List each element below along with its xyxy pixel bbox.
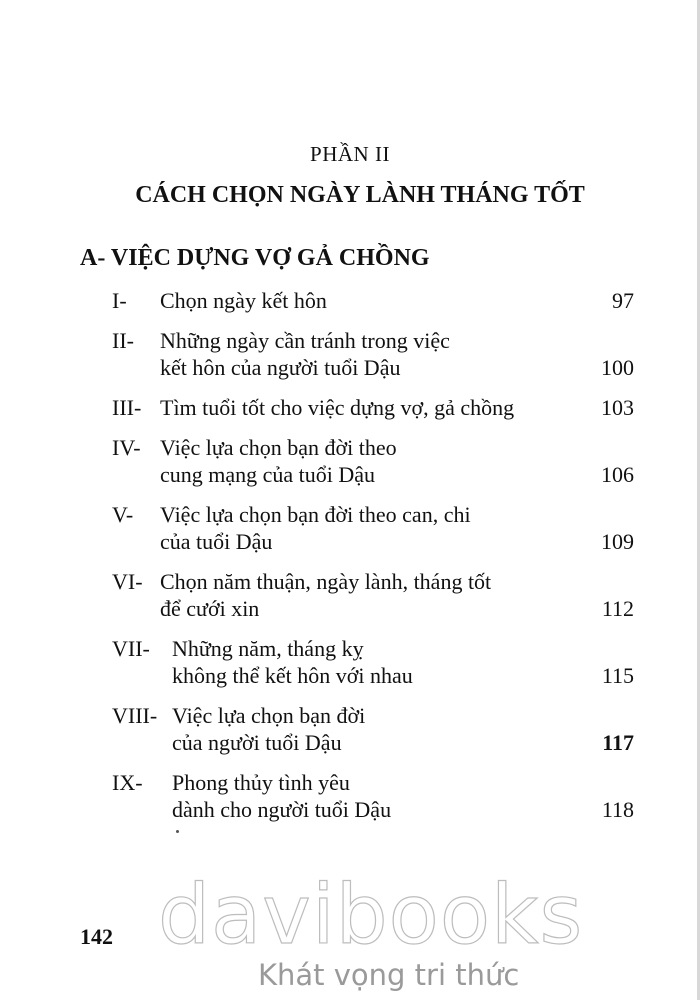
toc-entry-title-cont: không thể kết hôn với nhau [172,663,413,688]
toc-entry-number: V- [112,502,134,527]
watermark-tagline: Khát vọng tri thức [258,958,520,992]
toc-entry [112,501,642,555]
toc-entry-page: 97 [612,288,634,313]
toc-entry-title-cont: kết hôn của người tuổi Dậu [160,355,401,380]
toc-entry [112,434,642,488]
toc-entry-number: VI- [112,569,143,594]
toc-entry-number: II- [112,328,134,353]
toc-entry-page: 100 [601,355,634,380]
toc-entry-number: III- [112,395,142,420]
toc-entry-title-cont: của người tuổi Dậu [172,730,342,755]
toc-entry-number: VII- [112,636,150,661]
toc-entry [112,287,642,314]
toc-entry-number: VIII- [112,703,158,728]
toc-entry [112,327,642,381]
toc-entry-title: Việc lựa chọn bạn đời theo [160,435,397,460]
toc-entry-page: 117 [602,730,634,755]
toc-entry [112,769,642,823]
toc-entry-title-cont: cung mạng của tuổi Dậu [160,462,376,487]
toc-entry-title: Tìm tuổi tốt cho việc dựng vợ, gả chồng [160,395,515,420]
toc-entry-title-cont: để cưới xin [160,596,260,621]
toc-entry [112,394,642,421]
toc-entry-title: Chọn năm thuận, ngày lành, tháng tốt [160,569,492,594]
toc-entry [112,702,642,756]
page-number: 142 [80,924,113,949]
toc-entry-page: 103 [601,395,634,420]
toc-entry-title: Việc lựa chọn bạn đời [172,703,366,728]
toc-entry [112,635,642,689]
toc-entry-title: Phong thủy tình yêu [172,770,350,795]
part-label: PHẦN II [310,142,390,166]
section-heading: A- VIỆC DỰNG VỢ GẢ CHỒNG [80,245,430,271]
toc-entry-title: Những ngày cần tránh trong việc [160,328,450,353]
toc-entry-number: IV- [112,435,141,460]
watermark-brand: davibooks [158,868,584,963]
toc-entry-title: Việc lựa chọn bạn đời theo can, chi [160,502,471,527]
ink-dot [176,830,179,833]
toc-entry-page: 112 [601,596,634,621]
toc-entry-page: 118 [601,797,634,822]
toc-entry-page: 109 [601,529,634,554]
toc-entry-page: 106 [601,462,634,487]
table-of-contents [112,287,642,836]
toc-entry-title: Những năm, tháng kỵ [172,636,364,661]
toc-entry-number: I- [112,288,127,313]
toc-entry-number: IX- [112,770,143,795]
part-title: CÁCH CHỌN NGÀY LÀNH THÁNG TỐT [135,182,585,208]
toc-entry-title-cont: dành cho người tuổi Dậu [172,797,392,822]
toc-entry [112,568,642,622]
toc-entry-title-cont: của tuổi Dậu [160,529,273,554]
toc-entry-page: 115 [601,663,634,688]
toc-entry-title: Chọn ngày kết hôn [160,288,327,313]
